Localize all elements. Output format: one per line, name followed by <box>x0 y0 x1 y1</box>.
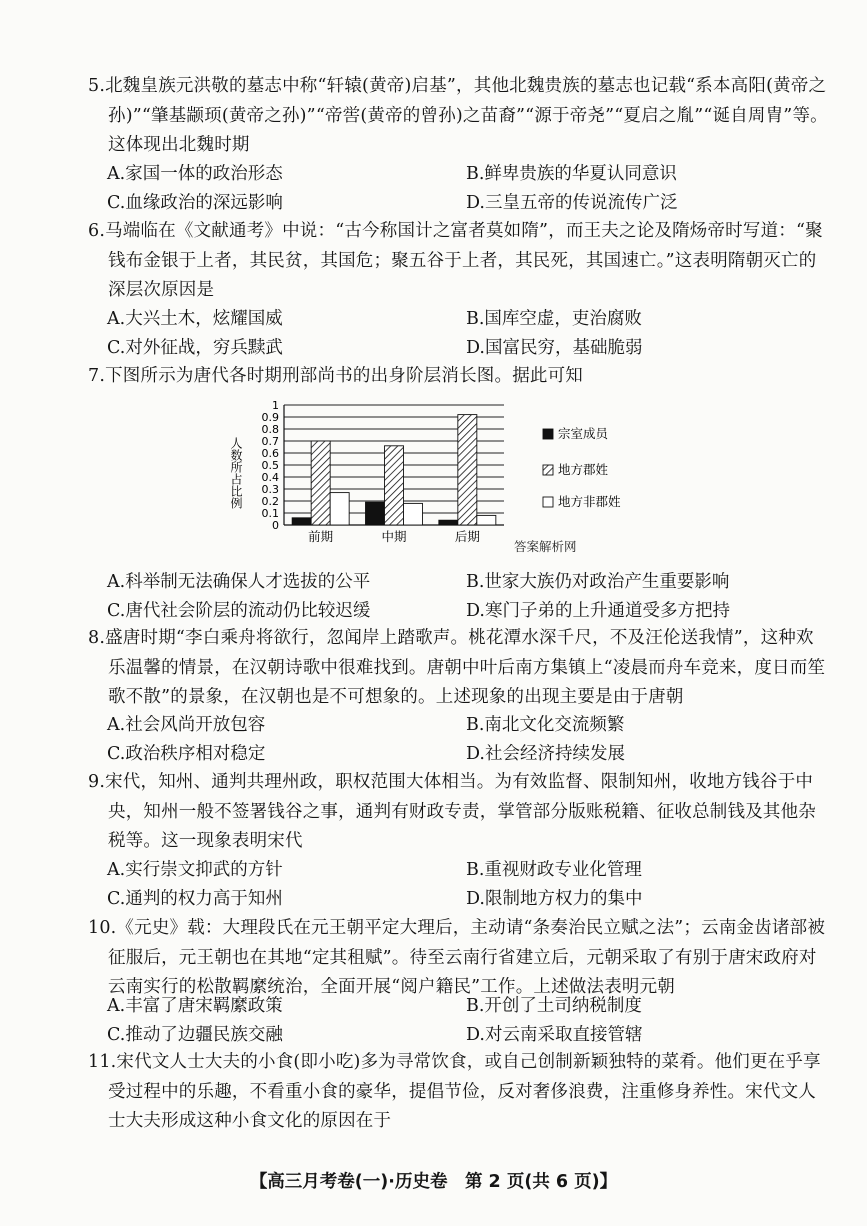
bar-前期-地方非郡姓 <box>330 493 349 525</box>
y-tick-label: 0.4 <box>261 471 279 484</box>
y-tick-label: 0.7 <box>261 435 279 448</box>
q8-option-a: A.社会风尚开放包容 <box>107 715 266 735</box>
q10-option-c: C.推动了边疆民族交融 <box>107 1025 283 1045</box>
question-9-stem: 9.宋代，知州、通判共理州政，职权范围大体相当。为有效监督、限制知州，收地方钱谷于中央，知州一般不签署钱谷之事，通判有财政专责，掌管部分版账税籍、征收总制钱及其他杂税等。这一现象表明宋代 <box>88 772 816 851</box>
q9-option-d: D.限制地方权力的集中 <box>466 889 643 909</box>
bar-后期-宗室成员 <box>439 520 458 525</box>
y-tick-label: 0.9 <box>261 411 279 424</box>
bar-后期-地方非郡姓 <box>477 515 496 525</box>
q6-option-a: A.大兴土木，炫耀国威 <box>107 309 283 329</box>
y-tick-label: 0.5 <box>261 459 279 472</box>
q5-option-d: D.三皇五帝的传说流传广泛 <box>466 193 678 213</box>
legend-swatch-地方非郡姓 <box>543 497 553 507</box>
legend-label: 宗室成员 <box>558 426 609 441</box>
q7-option-d: D.寒门子弟的上升通道受多方把持 <box>466 601 730 621</box>
y-tick-label: 0.6 <box>261 447 279 460</box>
question-8-stem: 8.盛唐时期“李白乘舟将欲行，忽闻岸上踏歌声。桃花潭水深千尺，不及汪伦送我情”，这种欢乐温馨的情景，在汉朝诗歌中很难找到。唐朝中叶后南方集镇上“凌晨而舟车竞来，度日而笙歌不散”的景象，在汉朝也是不可想象的。上述现象的出现主要是由于唐朝 <box>88 628 826 707</box>
page-footer: 【高三月考卷(一)·历史卷 第 2 页(共 6 页)】 <box>249 1172 618 1192</box>
question-10-stem: 10.《元史》载：大理段氏在元王朝平定大理后，主动请“条奏治民立赋之法”；云南金齿诸部被征服后，元王朝也在其地“定其租赋”。待至云南行省建立后，元朝采取了有别于唐宋政府对云南实行的松散羁縻统治，全面开展“阅户籍民”工作。上述做法表明元朝 <box>88 918 826 997</box>
legend-label: 地方郡姓 <box>558 462 609 477</box>
x-tick-label: 后期 <box>454 529 480 544</box>
bar-后期-地方郡姓 <box>458 415 477 525</box>
chart <box>229 395 636 555</box>
y-axis-label: 人数所占比例 <box>229 437 243 509</box>
q9-option-a: A.实行崇文抑武的方针 <box>107 860 283 880</box>
bar-中期-地方非郡姓 <box>404 503 423 525</box>
legend-swatch-宗室成员 <box>543 429 553 439</box>
q7-option-c: C.唐代社会阶层的流动仍比较迟缓 <box>107 601 371 621</box>
legend-label: 地方非郡姓 <box>558 494 621 509</box>
q5-option-b: B.鲜卑贵族的华夏认同意识 <box>466 164 677 184</box>
question-5-stem: 5.北魏皇族元洪敬的墓志中称“轩辕(黄帝)启基”，其他北魏贵族的墓志也记载“系本高阳(黄帝之孙)”“肇基颛顼(黄帝之孙)”“帝喾(黄帝的曾孙)之苗裔”“源于帝尧”“夏启之胤”“诞自周胄”等。这体现出北魏时期 <box>88 76 828 155</box>
y-tick-label: 0.8 <box>261 423 279 436</box>
q7-option-b: B.世家大族仍对政治产生重要影响 <box>466 572 730 592</box>
q6-option-d: D.国富民穷，基础脆弱 <box>466 338 643 358</box>
q10-option-a: A.丰富了唐宋羁縻政策 <box>107 996 283 1016</box>
q5-option-c: C.血缘政治的深远影响 <box>107 193 283 213</box>
q5-option-a: A.家国一体的政治形态 <box>107 164 283 184</box>
y-tick-label: 1 <box>272 399 279 412</box>
q9-option-c: C.通判的权力高于知州 <box>107 889 283 909</box>
x-tick-label: 中期 <box>381 529 407 544</box>
q8-option-b: B.南北文化交流频繁 <box>466 715 625 735</box>
x-tick-label: 前期 <box>308 529 334 544</box>
legend-swatch-地方郡姓 <box>543 465 553 475</box>
y-tick-label: 0 <box>272 519 279 532</box>
bar-前期-地方郡姓 <box>311 441 330 525</box>
q9-option-b: B.重视财政专业化管理 <box>466 860 642 880</box>
y-tick-label: 0.3 <box>261 483 279 496</box>
bar-中期-地方郡姓 <box>385 446 404 525</box>
question-11-stem: 11.宋代文人士大夫的小食(即小吃)多为寻常饮食，或自己创制新颖独特的菜肴。他们更在乎享受过程中的乐趣，不看重小食的豪华，提倡节俭，反对奢侈浪费，注重修身养性。宋代文人士大夫形成这种小食文化的原因在于 <box>88 1052 821 1131</box>
question-7-stem: 7.下图所示为唐代各时期刑部尚书的出身阶层消长图。据此可知 <box>88 366 583 386</box>
bar-chart-svg <box>229 395 636 555</box>
y-tick-label: 0.2 <box>261 495 279 508</box>
bar-中期-宗室成员 <box>366 502 385 525</box>
q8-option-d: D.社会经济持续发展 <box>466 744 625 764</box>
q8-option-c: C.政治秩序相对稳定 <box>107 744 266 764</box>
chart-watermark: 答案解析网 <box>514 539 577 554</box>
q6-option-c: C.对外征战，穷兵黩武 <box>107 338 283 358</box>
q7-option-a: A.科举制无法确保人才选拔的公平 <box>107 572 371 592</box>
question-6-stem: 6.马端临在《文献通考》中说：“古今称国计之富者莫如隋”，而王夫之论及隋炀帝时写道：“聚钱布金银于上者，其民贫，其国危；聚五谷于上者，其民死，其国速亡。”这表明隋朝灭亡的深层次原因是 <box>88 221 823 300</box>
q10-option-b: B.开创了土司纳税制度 <box>466 996 642 1016</box>
y-tick-label: 0.1 <box>261 507 279 520</box>
q6-option-b: B.国库空虚，吏治腐败 <box>466 309 642 329</box>
bar-前期-宗室成员 <box>292 518 311 525</box>
q10-option-d: D.对云南采取直接管辖 <box>466 1025 643 1045</box>
